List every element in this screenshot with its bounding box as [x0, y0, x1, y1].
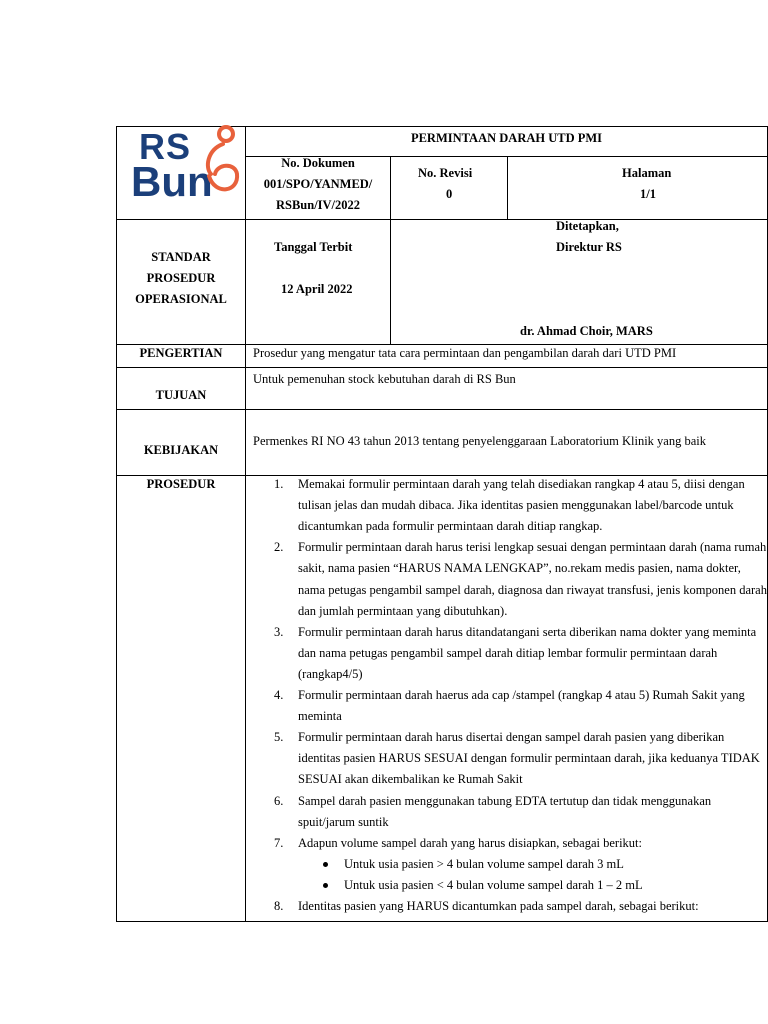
page-label: Halaman — [622, 166, 672, 180]
kebijakan-label: KEBIJAKAN — [143, 443, 219, 457]
prosedur-label: PROSEDUR — [146, 477, 216, 491]
procedure-step-number: 2. — [274, 540, 284, 555]
procedure-step-text: Memakai formulir permintaan darah yang telah disediakan rangkap 4 atau 5, diisi dengan — [298, 477, 745, 491]
logo-rs-text: RS — [139, 126, 192, 167]
doc-number-line1: 001/SPO/YANMED/ — [263, 177, 373, 191]
procedure-step-number: 7. — [274, 835, 284, 850]
spo-label-line3: OPERASIONAL — [135, 292, 227, 306]
issue-date-label: Tanggal Terbit — [274, 240, 353, 254]
pengertian-label: PENGERTIAN — [139, 346, 223, 360]
pengertian-text: Prosedur yang mengatur tata cara permintaan dan pengambilan darah dari UTD PMI — [253, 346, 677, 360]
procedure-step-text: nama petugas pengambil sampel darah, diagnosa dan riwayat transfusi, jenis komponen darah — [298, 582, 767, 597]
procedure-step-text: spuit/jarum suntik — [298, 814, 389, 829]
volume-bullet-text: Untuk usia pasien > 4 bulan volume sampel darah 3 mL — [344, 856, 624, 871]
spo-label-line2: PROSEDUR — [146, 271, 216, 285]
procedure-step-text: Formulir permintaan darah haerus ada cap /stampel (rangkap 4 atau 5) Rumah Sakit yang — [298, 688, 745, 702]
procedure-step-text: dicantumkan pada formulir permintaan darah ditiap rangkap. — [298, 519, 603, 534]
procedure-step-number: 1. — [274, 477, 284, 491]
procedure-step-number: 8. — [274, 899, 284, 913]
revision-value: 0 — [446, 187, 453, 201]
procedure-step-text: dan jumlah permintaan yang dibutuhkan). — [298, 603, 508, 618]
hospital-logo-icon — [193, 124, 243, 198]
procedure-step-text: Sampel darah pasien menggunakan tabung EDTA tertutup dan tidak menggunakan — [298, 793, 712, 808]
spo-label-line1: STANDAR — [151, 250, 211, 264]
procedure-step-text: SESUAI akan dikembalikan ke Rumah Sakit — [298, 772, 523, 787]
tujuan-label: TUJUAN — [155, 388, 207, 402]
bullet-icon — [323, 883, 328, 888]
tujuan-text: Untuk pemenuhan stock kebutuhan darah di RS Bun — [253, 372, 516, 386]
procedure-step-text: Formulir permintaan darah harus disertai dengan sampel darah pasien yang diberikan — [298, 730, 725, 745]
procedure-step-text: Formulir permintaan darah harus terisi lengkap sesuai dengan permintaan darah (nama rumah — [298, 540, 767, 555]
procedure-step-text: dan nama petugas pengambil sampel darah ditiap lembar formulir permintaan darah — [298, 645, 718, 660]
procedure-step-number: 3. — [274, 624, 284, 639]
procedure-step-text: Formulir permintaan darah harus ditandatangani serta diberikan nama dokter yang meminta — [298, 624, 757, 639]
procedure-step-text: meminta — [298, 709, 342, 724]
signer-name: dr. Ahmad Choir, MARS — [520, 324, 653, 338]
procedure-step-number: 6. — [274, 793, 284, 808]
volume-bullet-text: Untuk usia pasien < 4 bulan volume sampel darah 1 – 2 mL — [344, 877, 643, 892]
bullet-icon — [323, 862, 328, 867]
procedure-step-text: Identitas pasien yang HARUS dicantumkan pada sampel darah, sebagai berikut: — [298, 899, 699, 913]
doc-number-line2: RSBun/IV/2022 — [275, 198, 361, 212]
procedure-step-text: tulisan jelas dan mudah dibaca. Jika identitas pasien menggunakan label/barcode untuk — [298, 498, 734, 513]
prosedur-label-cell — [116, 475, 246, 922]
issue-date-value: 12 April 2022 — [281, 282, 353, 296]
logo-bun-text: Bun — [131, 158, 213, 205]
approval-line2: Direktur RS — [556, 240, 622, 254]
procedure-step-text: (rangkap4/5) — [298, 666, 363, 681]
kebijakan-text: Permenkes RI NO 43 tahun 2013 tentang penyelenggaraan Laboratorium Klinik yang baik — [253, 434, 707, 448]
approval-line1: Ditetapkan, — [556, 219, 619, 233]
procedure-step-text: identitas pasien HARUS SESUAI dengan formulir permintaan darah, jika keduanya TIDAK — [298, 751, 760, 766]
procedure-step-number: 4. — [274, 688, 284, 702]
procedure-step-text: sakit, nama pasien “HARUS NAMA LENGKAP”, no.rekam medis pasien, nama dokter, — [298, 561, 741, 576]
procedure-step-number: 5. — [274, 730, 284, 745]
revision-label: No. Revisi — [418, 166, 473, 180]
document-title: PERMINTAAN DARAH UTD PMI — [410, 131, 603, 145]
doc-number-label: No. Dokumen — [281, 156, 355, 170]
procedure-step-text: Adapun volume sampel darah yang harus disiapkan, sebagai berikut: — [298, 835, 643, 850]
page-value: 1/1 — [640, 187, 656, 201]
